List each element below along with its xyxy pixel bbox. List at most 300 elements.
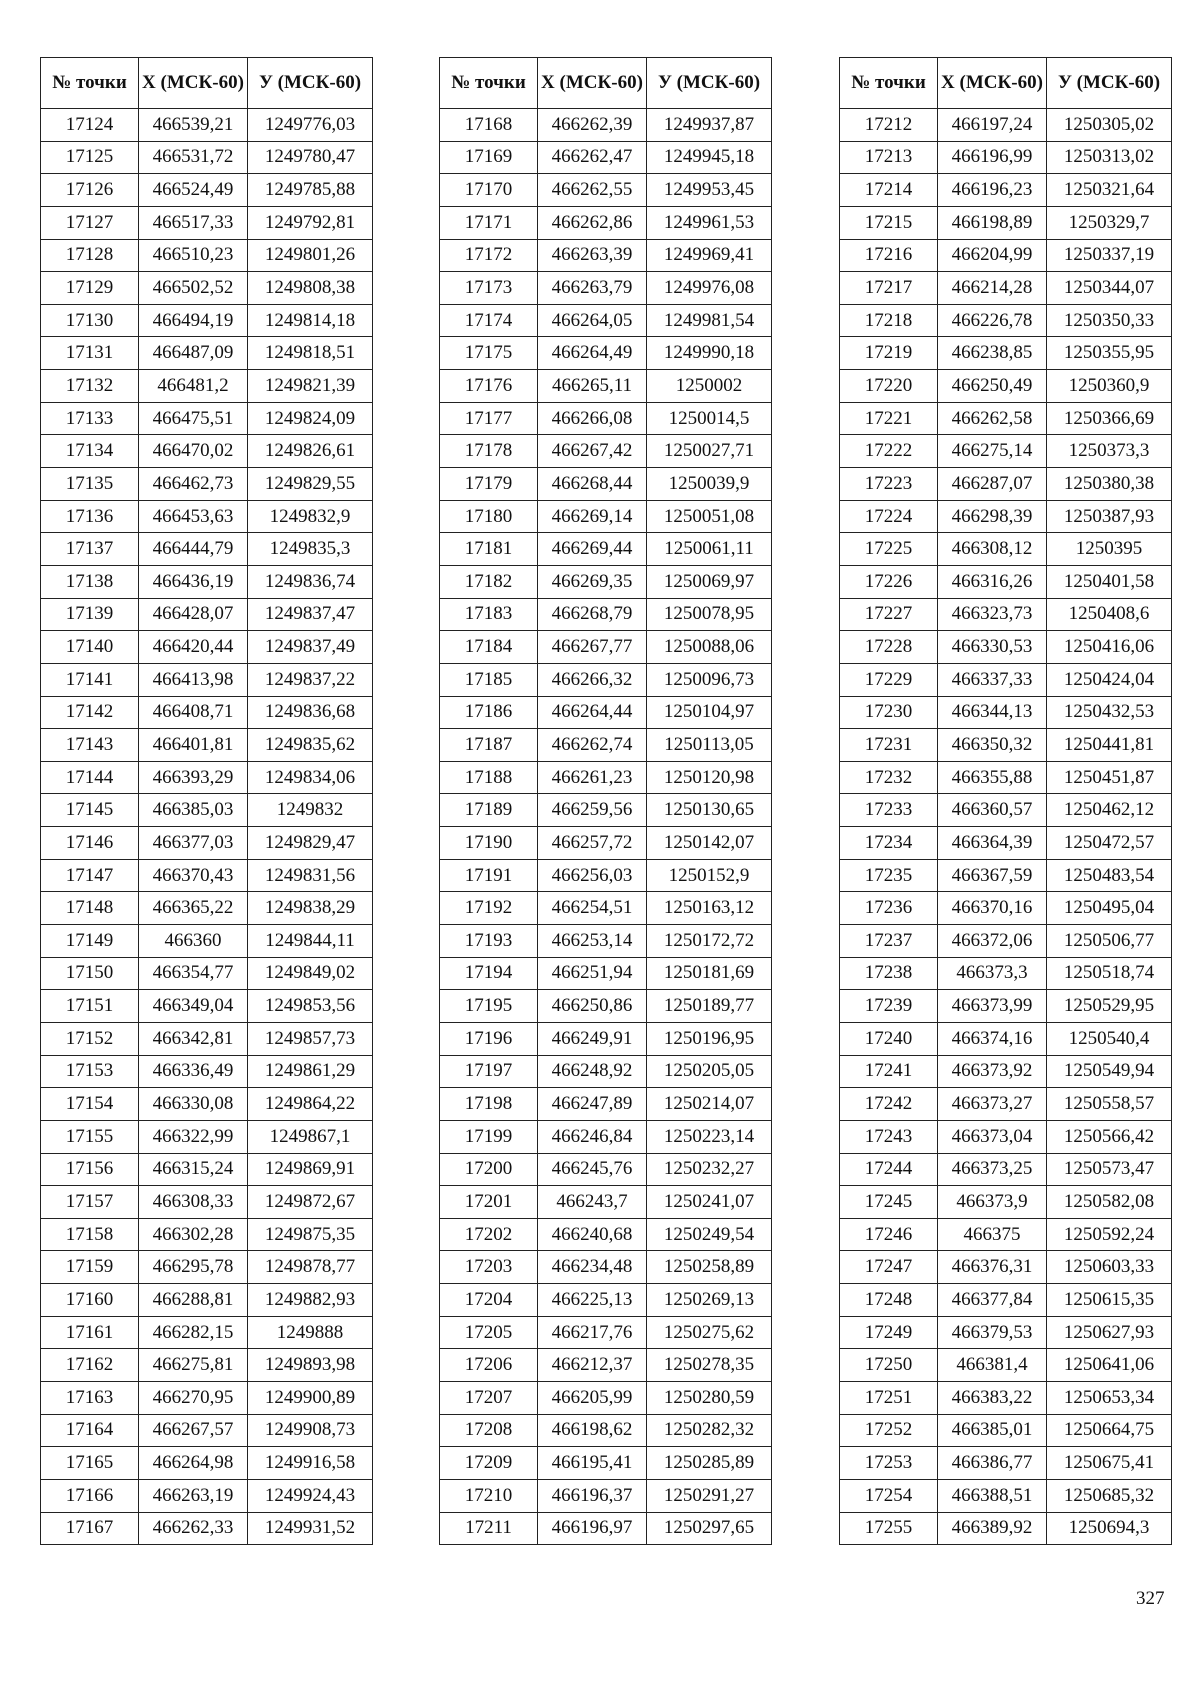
table-row bbox=[41, 990, 373, 1023]
table-row bbox=[840, 990, 1172, 1023]
table-row bbox=[840, 1479, 1172, 1512]
y-coordinate-cell: 1249976,08 bbox=[647, 272, 772, 305]
x-coordinate-cell: 466254,51 bbox=[538, 892, 647, 925]
point-number-cell: 17153 bbox=[41, 1055, 139, 1088]
table-row bbox=[41, 272, 373, 305]
y-coordinate-cell: 1250373,3 bbox=[1047, 435, 1172, 468]
x-coordinate-cell: 466262,39 bbox=[538, 109, 647, 142]
y-coordinate-cell: 1250305,02 bbox=[1047, 109, 1172, 142]
point-number-cell: 17206 bbox=[440, 1349, 538, 1382]
y-coordinate-cell: 1250002 bbox=[647, 370, 772, 403]
table-row bbox=[440, 1349, 772, 1382]
table-row bbox=[440, 1022, 772, 1055]
y-coordinate-cell: 1249981,54 bbox=[647, 304, 772, 337]
point-number-cell: 17244 bbox=[840, 1153, 938, 1186]
point-number-cell: 17154 bbox=[41, 1088, 139, 1121]
y-coordinate-cell: 1250344,07 bbox=[1047, 272, 1172, 305]
point-number-cell: 17211 bbox=[440, 1512, 538, 1545]
x-coordinate-cell: 466234,48 bbox=[538, 1251, 647, 1284]
coordinates-table-1 bbox=[40, 57, 373, 1545]
x-coordinate-cell: 466217,76 bbox=[538, 1316, 647, 1349]
point-number-cell: 17164 bbox=[41, 1414, 139, 1447]
table-row bbox=[41, 696, 373, 729]
point-number-cell: 17238 bbox=[840, 957, 938, 990]
point-number-cell: 17207 bbox=[440, 1381, 538, 1414]
point-number-cell: 17135 bbox=[41, 468, 139, 501]
table-row bbox=[840, 370, 1172, 403]
y-coordinate-cell: 1250163,12 bbox=[647, 892, 772, 925]
point-number-cell: 17152 bbox=[41, 1022, 139, 1055]
table-row bbox=[41, 827, 373, 860]
x-coordinate-cell: 466256,03 bbox=[538, 859, 647, 892]
table-row bbox=[41, 1153, 373, 1186]
table-row bbox=[440, 859, 772, 892]
table-row bbox=[840, 141, 1172, 174]
table-row bbox=[840, 696, 1172, 729]
header-row bbox=[41, 58, 373, 109]
x-coordinate-cell: 466282,15 bbox=[139, 1316, 248, 1349]
x-coordinate-cell: 466198,89 bbox=[938, 206, 1047, 239]
table-row bbox=[840, 533, 1172, 566]
x-coordinate-cell: 466268,79 bbox=[538, 598, 647, 631]
x-coordinate-cell: 466267,57 bbox=[139, 1414, 248, 1447]
x-coordinate-cell: 466266,32 bbox=[538, 663, 647, 696]
y-coordinate-cell: 1249835,3 bbox=[248, 533, 373, 566]
x-coordinate-cell: 466374,16 bbox=[938, 1022, 1047, 1055]
point-number-cell: 17224 bbox=[840, 500, 938, 533]
y-coordinate-cell: 1250285,89 bbox=[647, 1447, 772, 1480]
point-number-cell: 17185 bbox=[440, 663, 538, 696]
y-coordinate-cell: 1249829,47 bbox=[248, 827, 373, 860]
point-number-cell: 17165 bbox=[41, 1447, 139, 1480]
point-number-cell: 17187 bbox=[440, 729, 538, 762]
x-coordinate-cell: 466248,92 bbox=[538, 1055, 647, 1088]
table-row bbox=[41, 761, 373, 794]
table-row bbox=[440, 1218, 772, 1251]
table-row bbox=[41, 206, 373, 239]
x-coordinate-cell: 466262,47 bbox=[538, 141, 647, 174]
x-coordinate-cell: 466298,39 bbox=[938, 500, 1047, 533]
x-coordinate-cell: 466344,13 bbox=[938, 696, 1047, 729]
point-number-cell: 17233 bbox=[840, 794, 938, 827]
point-number-cell: 17195 bbox=[440, 990, 538, 1023]
table-row bbox=[440, 794, 772, 827]
table-row bbox=[840, 1251, 1172, 1284]
x-coordinate-cell: 466267,77 bbox=[538, 631, 647, 664]
x-coordinate-cell: 466388,51 bbox=[938, 1479, 1047, 1512]
y-coordinate-cell: 1249792,81 bbox=[248, 206, 373, 239]
y-coordinate-cell: 1249853,56 bbox=[248, 990, 373, 1023]
x-coordinate-cell: 466204,99 bbox=[938, 239, 1047, 272]
table-row bbox=[840, 1153, 1172, 1186]
point-number-cell: 17230 bbox=[840, 696, 938, 729]
y-coordinate-cell: 1250120,98 bbox=[647, 761, 772, 794]
x-coordinate-cell: 466262,55 bbox=[538, 174, 647, 207]
point-number-cell: 17138 bbox=[41, 565, 139, 598]
y-coordinate-cell: 1249937,87 bbox=[647, 109, 772, 142]
x-coordinate-cell: 466262,74 bbox=[538, 729, 647, 762]
point-number-cell: 17190 bbox=[440, 827, 538, 860]
y-coordinate-cell: 1250249,54 bbox=[647, 1218, 772, 1251]
y-coordinate-cell: 1250241,07 bbox=[647, 1186, 772, 1219]
x-coordinate-cell: 466264,98 bbox=[139, 1447, 248, 1480]
y-coordinate-cell: 1250483,54 bbox=[1047, 859, 1172, 892]
y-coordinate-cell: 1250506,77 bbox=[1047, 925, 1172, 958]
x-coordinate-cell: 466381,4 bbox=[938, 1349, 1047, 1382]
x-coordinate-cell: 466247,89 bbox=[538, 1088, 647, 1121]
point-number-cell: 17172 bbox=[440, 239, 538, 272]
table-row bbox=[440, 435, 772, 468]
point-number-cell: 17189 bbox=[440, 794, 538, 827]
table-row bbox=[840, 794, 1172, 827]
x-coordinate-cell: 466205,99 bbox=[538, 1381, 647, 1414]
table-row bbox=[840, 174, 1172, 207]
point-number-cell: 17217 bbox=[840, 272, 938, 305]
y-coordinate-cell: 1249867,1 bbox=[248, 1120, 373, 1153]
table-row bbox=[41, 533, 373, 566]
x-coordinate-cell: 466270,95 bbox=[139, 1381, 248, 1414]
point-number-cell: 17220 bbox=[840, 370, 938, 403]
point-number-cell: 17188 bbox=[440, 761, 538, 794]
point-number-cell: 17219 bbox=[840, 337, 938, 370]
point-number-cell: 17210 bbox=[440, 1479, 538, 1512]
y-coordinate-cell: 1249878,77 bbox=[248, 1251, 373, 1284]
table-row bbox=[440, 1316, 772, 1349]
y-coordinate-cell: 1249875,35 bbox=[248, 1218, 373, 1251]
table-row bbox=[440, 272, 772, 305]
x-coordinate-cell: 466502,52 bbox=[139, 272, 248, 305]
x-coordinate-cell: 466238,85 bbox=[938, 337, 1047, 370]
table-row bbox=[440, 533, 772, 566]
point-number-cell: 17175 bbox=[440, 337, 538, 370]
table-row bbox=[840, 1316, 1172, 1349]
x-coordinate-cell: 466494,19 bbox=[139, 304, 248, 337]
point-number-cell: 17196 bbox=[440, 1022, 538, 1055]
y-coordinate-cell: 1250088,06 bbox=[647, 631, 772, 664]
y-coordinate-cell: 1250142,07 bbox=[647, 827, 772, 860]
table-row bbox=[41, 892, 373, 925]
y-coordinate-cell: 1249832 bbox=[248, 794, 373, 827]
table-row bbox=[41, 1088, 373, 1121]
point-number-cell: 17181 bbox=[440, 533, 538, 566]
point-number-cell: 17254 bbox=[840, 1479, 938, 1512]
point-number-cell: 17179 bbox=[440, 468, 538, 501]
y-coordinate-cell: 1250027,71 bbox=[647, 435, 772, 468]
x-coordinate-cell: 466322,99 bbox=[139, 1120, 248, 1153]
x-coordinate-cell: 466365,22 bbox=[139, 892, 248, 925]
x-coordinate-cell: 466226,78 bbox=[938, 304, 1047, 337]
table-row bbox=[41, 1055, 373, 1088]
x-coordinate-cell: 466373,25 bbox=[938, 1153, 1047, 1186]
y-coordinate-cell: 1249961,53 bbox=[647, 206, 772, 239]
x-coordinate-cell: 466196,23 bbox=[938, 174, 1047, 207]
x-coordinate-cell: 466196,37 bbox=[538, 1479, 647, 1512]
y-coordinate-cell: 1250408,6 bbox=[1047, 598, 1172, 631]
table-row bbox=[41, 337, 373, 370]
table-row bbox=[840, 206, 1172, 239]
header-y-coordinate: У (МСК-60) bbox=[1047, 58, 1172, 109]
y-coordinate-cell: 1250366,69 bbox=[1047, 402, 1172, 435]
x-coordinate-cell: 466372,06 bbox=[938, 925, 1047, 958]
point-number-cell: 17243 bbox=[840, 1120, 938, 1153]
x-coordinate-cell: 466524,49 bbox=[139, 174, 248, 207]
x-coordinate-cell: 466475,51 bbox=[139, 402, 248, 435]
point-number-cell: 17178 bbox=[440, 435, 538, 468]
y-coordinate-cell: 1250223,14 bbox=[647, 1120, 772, 1153]
point-number-cell: 17248 bbox=[840, 1284, 938, 1317]
y-coordinate-cell: 1250675,41 bbox=[1047, 1447, 1172, 1480]
coordinates-table-3 bbox=[839, 57, 1172, 1545]
x-coordinate-cell: 466354,77 bbox=[139, 957, 248, 990]
y-coordinate-cell: 1249945,18 bbox=[647, 141, 772, 174]
x-coordinate-cell: 466249,91 bbox=[538, 1022, 647, 1055]
point-number-cell: 17182 bbox=[440, 565, 538, 598]
x-coordinate-cell: 466243,7 bbox=[538, 1186, 647, 1219]
table-row bbox=[41, 1381, 373, 1414]
point-number-cell: 17141 bbox=[41, 663, 139, 696]
table-row bbox=[440, 500, 772, 533]
x-coordinate-cell: 466364,39 bbox=[938, 827, 1047, 860]
y-coordinate-cell: 1249836,68 bbox=[248, 696, 373, 729]
y-coordinate-cell: 1250582,08 bbox=[1047, 1186, 1172, 1219]
y-coordinate-cell: 1249832,9 bbox=[248, 500, 373, 533]
x-coordinate-cell: 466385,03 bbox=[139, 794, 248, 827]
point-number-cell: 17170 bbox=[440, 174, 538, 207]
table-row bbox=[41, 1218, 373, 1251]
y-coordinate-cell: 1249837,22 bbox=[248, 663, 373, 696]
point-number-cell: 17203 bbox=[440, 1251, 538, 1284]
x-coordinate-cell: 466420,44 bbox=[139, 631, 248, 664]
y-coordinate-cell: 1249835,62 bbox=[248, 729, 373, 762]
x-coordinate-cell: 466197,24 bbox=[938, 109, 1047, 142]
table-row bbox=[440, 990, 772, 1023]
table-row bbox=[41, 435, 373, 468]
y-coordinate-cell: 1249908,73 bbox=[248, 1414, 373, 1447]
header-x-coordinate: Х (МСК-60) bbox=[938, 58, 1047, 109]
y-coordinate-cell: 1250441,81 bbox=[1047, 729, 1172, 762]
point-number-cell: 17249 bbox=[840, 1316, 938, 1349]
table-row bbox=[41, 1316, 373, 1349]
point-number-cell: 17213 bbox=[840, 141, 938, 174]
y-coordinate-cell: 1249838,29 bbox=[248, 892, 373, 925]
x-coordinate-cell: 466268,44 bbox=[538, 468, 647, 501]
table-row bbox=[840, 631, 1172, 664]
point-number-cell: 17158 bbox=[41, 1218, 139, 1251]
x-coordinate-cell: 466373,99 bbox=[938, 990, 1047, 1023]
x-coordinate-cell: 466261,23 bbox=[538, 761, 647, 794]
table-row bbox=[840, 565, 1172, 598]
point-number-cell: 17255 bbox=[840, 1512, 938, 1545]
x-coordinate-cell: 466408,71 bbox=[139, 696, 248, 729]
point-number-cell: 17134 bbox=[41, 435, 139, 468]
x-coordinate-cell: 466413,98 bbox=[139, 663, 248, 696]
table-row bbox=[41, 174, 373, 207]
point-number-cell: 17221 bbox=[840, 402, 938, 435]
x-coordinate-cell: 466330,53 bbox=[938, 631, 1047, 664]
table-row bbox=[440, 174, 772, 207]
point-number-cell: 17167 bbox=[41, 1512, 139, 1545]
point-number-cell: 17169 bbox=[440, 141, 538, 174]
table-row bbox=[840, 859, 1172, 892]
point-number-cell: 17194 bbox=[440, 957, 538, 990]
y-coordinate-cell: 1250355,95 bbox=[1047, 337, 1172, 370]
y-coordinate-cell: 1250278,35 bbox=[647, 1349, 772, 1382]
point-number-cell: 17218 bbox=[840, 304, 938, 337]
point-number-cell: 17235 bbox=[840, 859, 938, 892]
y-coordinate-cell: 1250329,7 bbox=[1047, 206, 1172, 239]
table-row bbox=[840, 1186, 1172, 1219]
y-coordinate-cell: 1249814,18 bbox=[248, 304, 373, 337]
table-row bbox=[440, 1284, 772, 1317]
table-row bbox=[440, 565, 772, 598]
table-row bbox=[41, 1251, 373, 1284]
point-number-cell: 17202 bbox=[440, 1218, 538, 1251]
x-coordinate-cell: 466370,16 bbox=[938, 892, 1047, 925]
table-row bbox=[840, 1120, 1172, 1153]
y-coordinate-cell: 1250653,34 bbox=[1047, 1381, 1172, 1414]
x-coordinate-cell: 466487,09 bbox=[139, 337, 248, 370]
y-coordinate-cell: 1249916,58 bbox=[248, 1447, 373, 1480]
y-coordinate-cell: 1250495,04 bbox=[1047, 892, 1172, 925]
y-coordinate-cell: 1249857,73 bbox=[248, 1022, 373, 1055]
table-row bbox=[840, 304, 1172, 337]
y-coordinate-cell: 1249824,09 bbox=[248, 402, 373, 435]
x-coordinate-cell: 466275,14 bbox=[938, 435, 1047, 468]
table-row bbox=[840, 1381, 1172, 1414]
point-number-cell: 17166 bbox=[41, 1479, 139, 1512]
point-number-cell: 17225 bbox=[840, 533, 938, 566]
y-coordinate-cell: 1249869,91 bbox=[248, 1153, 373, 1186]
table-row bbox=[440, 1479, 772, 1512]
table-row bbox=[840, 1284, 1172, 1317]
table-row bbox=[440, 1186, 772, 1219]
x-coordinate-cell: 466377,03 bbox=[139, 827, 248, 860]
point-number-cell: 17186 bbox=[440, 696, 538, 729]
x-coordinate-cell: 466355,88 bbox=[938, 761, 1047, 794]
header-x-coordinate: Х (МСК-60) bbox=[139, 58, 248, 109]
table-row bbox=[840, 663, 1172, 696]
x-coordinate-cell: 466245,76 bbox=[538, 1153, 647, 1186]
x-coordinate-cell: 466373,27 bbox=[938, 1088, 1047, 1121]
y-coordinate-cell: 1250172,72 bbox=[647, 925, 772, 958]
y-coordinate-cell: 1249801,26 bbox=[248, 239, 373, 272]
y-coordinate-cell: 1249990,18 bbox=[647, 337, 772, 370]
table-row bbox=[41, 1120, 373, 1153]
point-number-cell: 17223 bbox=[840, 468, 938, 501]
x-coordinate-cell: 466225,13 bbox=[538, 1284, 647, 1317]
y-coordinate-cell: 1249837,49 bbox=[248, 631, 373, 664]
table-row bbox=[840, 1022, 1172, 1055]
point-number-cell: 17177 bbox=[440, 402, 538, 435]
table-row bbox=[840, 729, 1172, 762]
x-coordinate-cell: 466373,04 bbox=[938, 1120, 1047, 1153]
table-row bbox=[41, 1349, 373, 1382]
table-row bbox=[440, 1381, 772, 1414]
x-coordinate-cell: 466240,68 bbox=[538, 1218, 647, 1251]
y-coordinate-cell: 1249834,06 bbox=[248, 761, 373, 794]
point-number-cell: 17222 bbox=[840, 435, 938, 468]
y-coordinate-cell: 1249831,56 bbox=[248, 859, 373, 892]
header-point-number: № точки bbox=[41, 58, 139, 109]
point-number-cell: 17226 bbox=[840, 565, 938, 598]
x-coordinate-cell: 466389,92 bbox=[938, 1512, 1047, 1545]
x-coordinate-cell: 466336,49 bbox=[139, 1055, 248, 1088]
point-number-cell: 17252 bbox=[840, 1414, 938, 1447]
point-number-cell: 17215 bbox=[840, 206, 938, 239]
x-coordinate-cell: 466323,73 bbox=[938, 598, 1047, 631]
point-number-cell: 17183 bbox=[440, 598, 538, 631]
table-row bbox=[41, 141, 373, 174]
table-row bbox=[440, 827, 772, 860]
x-coordinate-cell: 466262,58 bbox=[938, 402, 1047, 435]
x-coordinate-cell: 466481,2 bbox=[139, 370, 248, 403]
y-coordinate-cell: 1250275,62 bbox=[647, 1316, 772, 1349]
point-number-cell: 17171 bbox=[440, 206, 538, 239]
point-number-cell: 17204 bbox=[440, 1284, 538, 1317]
point-number-cell: 17198 bbox=[440, 1088, 538, 1121]
table-row bbox=[840, 272, 1172, 305]
point-number-cell: 17241 bbox=[840, 1055, 938, 1088]
point-number-cell: 17184 bbox=[440, 631, 538, 664]
x-coordinate-cell: 466250,86 bbox=[538, 990, 647, 1023]
header-point-number: № точки bbox=[440, 58, 538, 109]
table-row bbox=[41, 663, 373, 696]
y-coordinate-cell: 1250664,75 bbox=[1047, 1414, 1172, 1447]
y-coordinate-cell: 1249900,89 bbox=[248, 1381, 373, 1414]
point-number-cell: 17205 bbox=[440, 1316, 538, 1349]
point-number-cell: 17216 bbox=[840, 239, 938, 272]
y-coordinate-cell: 1249808,38 bbox=[248, 272, 373, 305]
y-coordinate-cell: 1250181,69 bbox=[647, 957, 772, 990]
x-coordinate-cell: 466350,32 bbox=[938, 729, 1047, 762]
table-row bbox=[41, 729, 373, 762]
table-row bbox=[440, 696, 772, 729]
point-number-cell: 17191 bbox=[440, 859, 538, 892]
point-number-cell: 17200 bbox=[440, 1153, 538, 1186]
y-coordinate-cell: 1250566,42 bbox=[1047, 1120, 1172, 1153]
table-row bbox=[440, 304, 772, 337]
table-row bbox=[41, 1479, 373, 1512]
point-number-cell: 17163 bbox=[41, 1381, 139, 1414]
point-number-cell: 17132 bbox=[41, 370, 139, 403]
table-row bbox=[440, 337, 772, 370]
point-number-cell: 17199 bbox=[440, 1120, 538, 1153]
x-coordinate-cell: 466444,79 bbox=[139, 533, 248, 566]
point-number-cell: 17192 bbox=[440, 892, 538, 925]
table-row bbox=[41, 565, 373, 598]
y-coordinate-cell: 1250280,59 bbox=[647, 1381, 772, 1414]
x-coordinate-cell: 466453,63 bbox=[139, 500, 248, 533]
point-number-cell: 17193 bbox=[440, 925, 538, 958]
page-number: 327 bbox=[1136, 1588, 1165, 1609]
point-number-cell: 17155 bbox=[41, 1120, 139, 1153]
point-number-cell: 17129 bbox=[41, 272, 139, 305]
table-row bbox=[840, 435, 1172, 468]
point-number-cell: 17125 bbox=[41, 141, 139, 174]
y-coordinate-cell: 1250432,53 bbox=[1047, 696, 1172, 729]
y-coordinate-cell: 1250014,5 bbox=[647, 402, 772, 435]
header-x-coordinate: Х (МСК-60) bbox=[538, 58, 647, 109]
table-row bbox=[440, 141, 772, 174]
y-coordinate-cell: 1250282,32 bbox=[647, 1414, 772, 1447]
table-row bbox=[440, 1512, 772, 1545]
y-coordinate-cell: 1250205,05 bbox=[647, 1055, 772, 1088]
y-coordinate-cell: 1250269,13 bbox=[647, 1284, 772, 1317]
y-coordinate-cell: 1249776,03 bbox=[248, 109, 373, 142]
header-y-coordinate: У (МСК-60) bbox=[248, 58, 373, 109]
point-number-cell: 17246 bbox=[840, 1218, 938, 1251]
y-coordinate-cell: 1250337,19 bbox=[1047, 239, 1172, 272]
